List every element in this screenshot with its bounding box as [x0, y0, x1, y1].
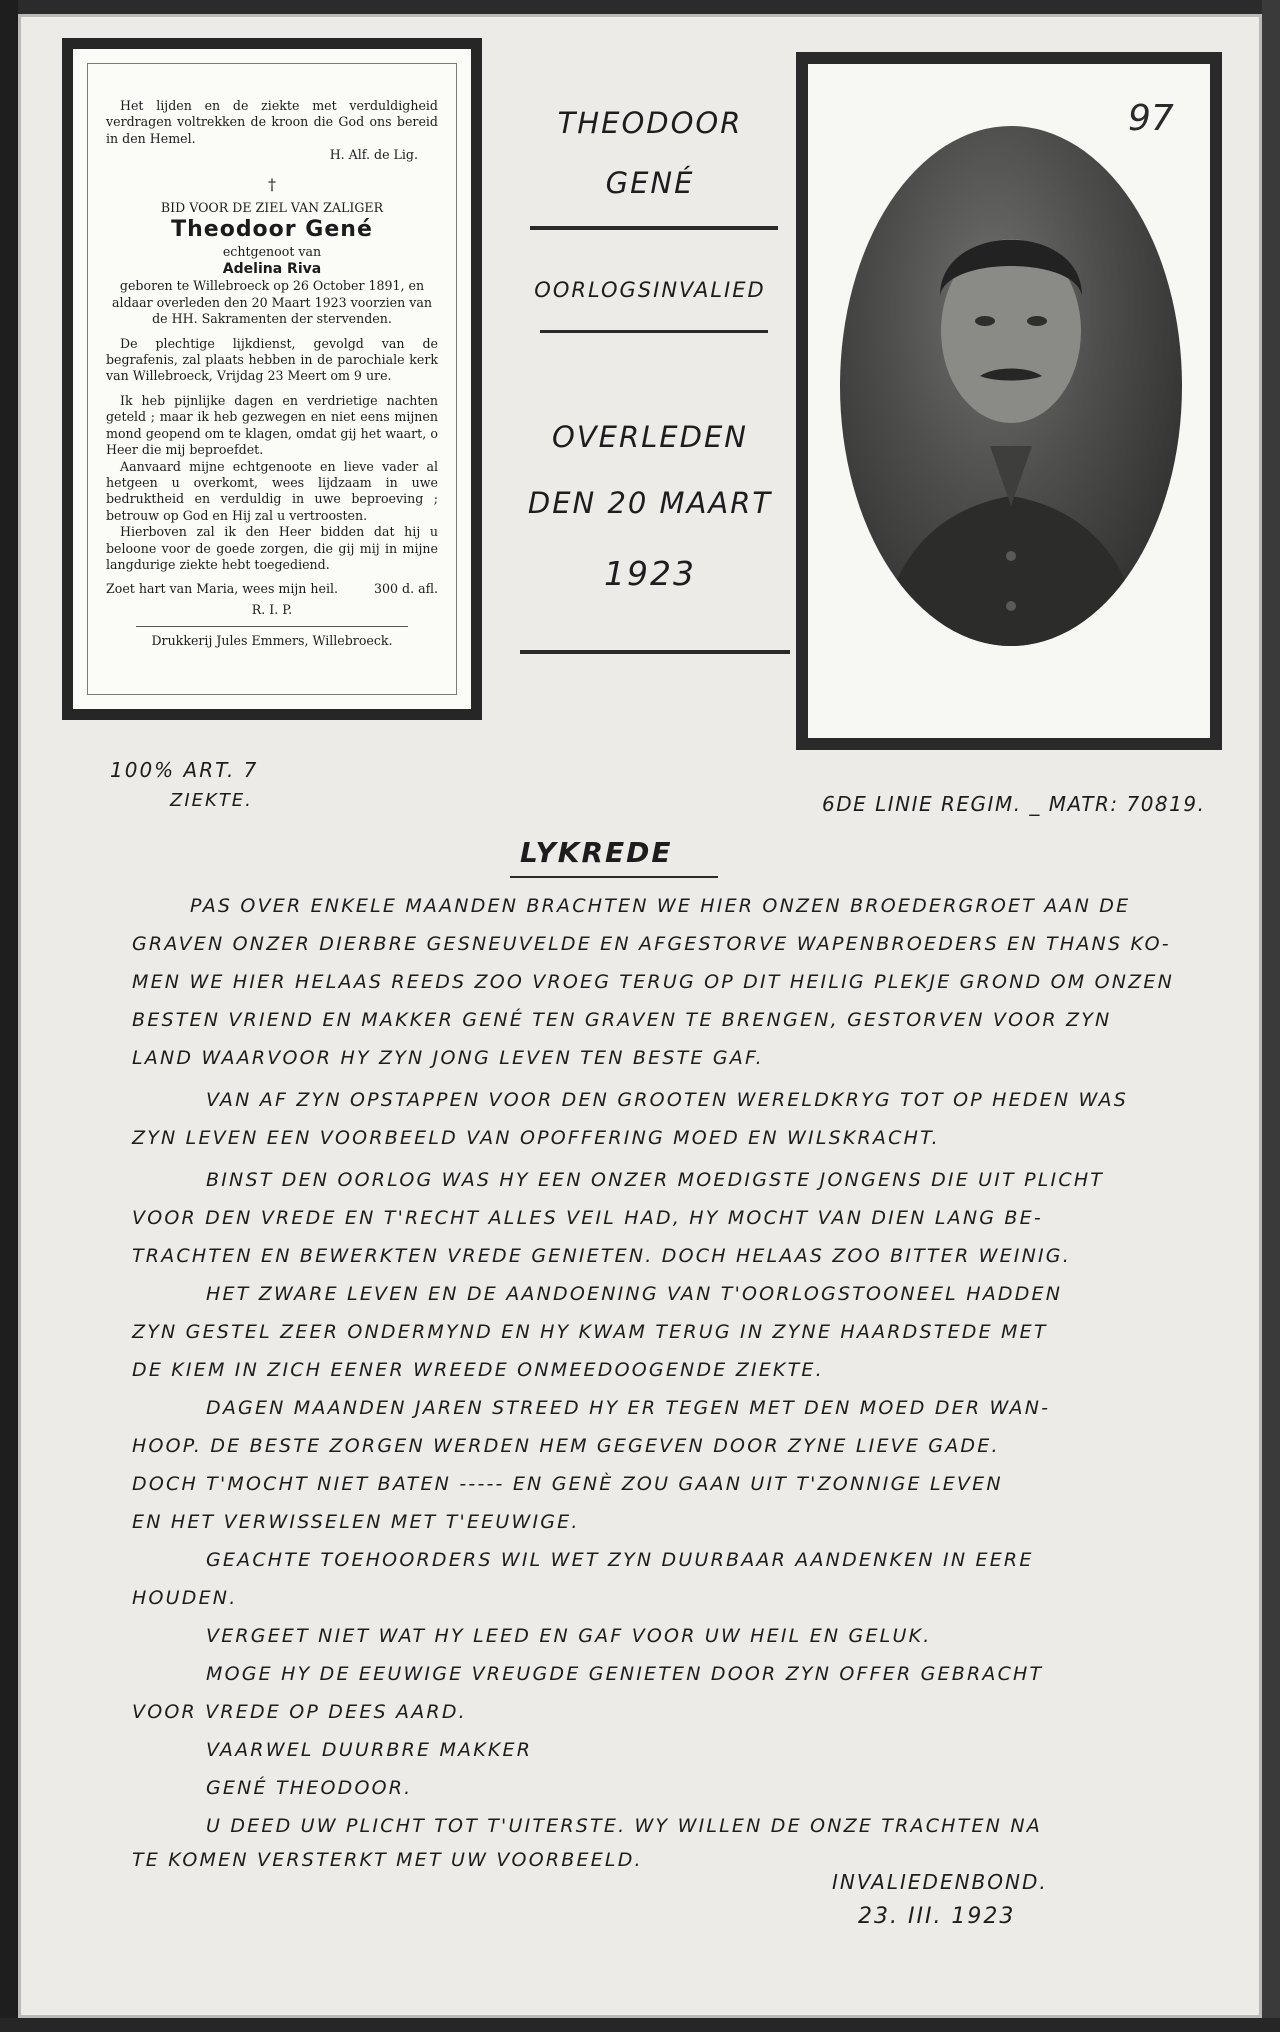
- signature-date: 23. III. 1923: [858, 1904, 1016, 1929]
- note-pension: 100% ART. 7: [110, 758, 259, 782]
- speech-line: HET ZWARE LEVEN EN DE AANDOENING VAN T'OORLOGSTOONEEL HADDEN: [206, 1283, 1063, 1305]
- header-year: 1923: [604, 554, 696, 593]
- speech-line: MEN WE HIER HELAAS REEDS ZOO VROEG TERUG OP DIT HEILIG PLEKJE GROND OM ONZEN: [132, 971, 1174, 993]
- speech-line: BESTEN VRIEND EN MAKKER GENÉ TEN GRAVEN TE BRENGEN, GESTORVEN VOOR ZYN: [132, 1009, 1112, 1031]
- note-regiment: 6DE LINIE REGIM. _ MATR: 70819.: [822, 792, 1206, 816]
- card-spouse-intro: echtgenoot van: [222, 244, 322, 260]
- portrait-frame: [796, 52, 1222, 750]
- photo-number: 97: [1128, 98, 1174, 139]
- scan-edge-left: [0, 0, 18, 2032]
- card-bid: BID VOOR DE ZIEL VAN ZALIGER: [160, 199, 384, 215]
- speech-line: HOOP. DE BESTE ZORGEN WERDEN HEM GEGEVEN DOOR ZYNE LIEVE GADE.: [132, 1435, 1000, 1457]
- speech-line: GEACHTE TOEHOORDERS WIL WET ZYN DUURBAAR AANDENKEN IN EERE: [206, 1549, 1034, 1571]
- speech-line: DOCH T'MOCHT NIET BATEN ----- EN GENÈ ZOU GAAN UIT T'ZONNIGE LEVEN: [132, 1473, 1003, 1495]
- cross-icon: †: [268, 174, 276, 194]
- card-paragraph-3: Hierboven zal ik den Heer bidden dat hij u beloone voor de goede zorgen, die gij mij in mijne langdurige ziekte hebt toegediend.: [106, 524, 438, 572]
- speech-line: LAND WAARVOOR HY ZYN JONG LEVEN TEN BESTE GAF.: [132, 1047, 764, 1069]
- card-indulgence-days: 300 d. afl.: [373, 581, 438, 597]
- card-paragraph-1: Ik heb pijnlijke dagen en verdrietige nachten geteld ; maar ik heb gezwegen en niet eens mijnen mond geopend om te klagen, omdat gij het waart, o Heer die mij beproefdet.: [106, 392, 438, 458]
- card-quote: Het lijden en de ziekte met verduldigheid verdragen voltrekken de kroon die God ons bereid in den Hemel.: [106, 98, 438, 146]
- speech-line: HOUDEN.: [132, 1587, 238, 1609]
- speech-line: TRACHTEN EN BEWERKTEN VREDE GENIETEN. DOCH HELAAS ZOO BITTER WEINIG.: [132, 1245, 1071, 1267]
- card-birth-death: geboren te Willebroeck op 26 October 1891, en aldaar overleden den 20 Maart 1923 voorzien van de HH. Sakramenten der stervenden.: [112, 278, 432, 327]
- header-name-line1: THEODOOR: [557, 106, 743, 140]
- header-overleden: OVERLEDEN: [552, 420, 748, 454]
- card-indulgence-row: [106, 581, 438, 597]
- speech-title: LYKREDE: [520, 836, 673, 869]
- speech-line: VOOR VREDE OP DEES AARD.: [132, 1701, 467, 1723]
- speech-line: VERGEET NIET WAT HY LEED EN GAF VOOR UW HEIL EN GELUK.: [206, 1625, 932, 1647]
- card-printer: Drukkerij Jules Emmers, Willebroeck.: [151, 633, 393, 649]
- header-name-line2: GENÉ: [605, 166, 695, 200]
- speech-line: ZYN GESTEL ZEER ONDERMYND EN HY KWAM TERUG IN ZYNE HAARDSTEDE MET: [132, 1321, 1048, 1343]
- scan-edge-right: [1262, 0, 1280, 2032]
- speech-line: VAARWEL DUURBRE MAKKER: [206, 1739, 533, 1761]
- speech-line: U DEED UW PLICHT TOT T'UITERSTE. WY WILLEN DE ONZE TRACHTEN NA: [206, 1815, 1042, 1837]
- header-divider-3: [520, 650, 790, 654]
- speech-line: ZYN LEVEN EEN VOORBEELD VAN OPOFFERING MOED EN WILSKRACHT.: [132, 1127, 940, 1149]
- card-quote-author: H. Alf. de Lig.: [329, 147, 418, 163]
- card-rip: R. I. P.: [251, 601, 293, 617]
- card-funeral: De plechtige lijkdienst, gevolgd van de begrafenis, zal plaats hebben in de parochiale kerk van Willebroeck, Vrijdag 23 Meert om 9 ure.: [106, 335, 438, 384]
- signature-organization: INVALIEDENBOND.: [832, 1870, 1048, 1894]
- portrait-figure: [840, 126, 1182, 646]
- header-divider-2: [540, 330, 768, 333]
- card-divider: [136, 626, 408, 627]
- prayer-card-text: [87, 63, 457, 695]
- speech-line: VAN AF ZYN OPSTAPPEN VOOR DEN GROOTEN WERELDKRYG TOT OP HEDEN WAS: [206, 1089, 1129, 1111]
- speech-line: PAS OVER ENKELE MAANDEN BRACHTEN WE HIER ONZEN BROEDERGROET AAN DE: [190, 895, 1131, 917]
- scan-edge-bottom: [0, 2018, 1280, 2032]
- speech-line: GRAVEN ONZER DIERBRE GESNEUVELDE EN AFGESTORVE WAPENBROEDERS EN THANS KO-: [132, 933, 1171, 955]
- header-date: DEN 20 MAART: [527, 486, 773, 520]
- speech-line: TE KOMEN VERSTERKT MET UW VOORBEELD.: [132, 1849, 643, 1871]
- card-spouse-name: Adelina Riva: [222, 261, 322, 278]
- prayer-card: [62, 38, 482, 720]
- header-subtitle: OORLOGSINVALIED: [534, 278, 766, 302]
- speech-line: BINST DEN OORLOG WAS HY EEN ONZER MOEDIGSTE JONGENS DIE UIT PLICHT: [206, 1169, 1105, 1191]
- speech-line: MOGE HY DE EEUWIGE VREUGDE GENIETEN DOOR ZYN OFFER GEBRACHT: [206, 1663, 1044, 1685]
- header-divider-1: [530, 226, 778, 230]
- card-indulgence: Zoet hart van Maria, wees mijn heil.: [106, 581, 339, 597]
- speech-line: EN HET VERWISSELEN MET T'EEUWIGE.: [132, 1511, 580, 1533]
- speech-line: DE KIEM IN ZICH EENER WREEDE ONMEEDOOGENDE ZIEKTE.: [132, 1359, 824, 1381]
- speech-line: VOOR DEN VREDE EN T'RECHT ALLES VEIL HAD, HY MOCHT VAN DIEN LANG BE-: [132, 1207, 1043, 1229]
- speech-line: GENÉ THEODOOR.: [206, 1777, 413, 1799]
- speech-title-underline: [510, 876, 718, 878]
- speech-line: DAGEN MAANDEN JAREN STREED HY ER TEGEN MET DEN MOED DER WAN-: [206, 1397, 1051, 1419]
- note-illness: ZIEKTE.: [170, 790, 253, 811]
- card-deceased-name: Theodoor Gené: [171, 217, 373, 243]
- portrait-photo: [840, 126, 1182, 646]
- card-paragraph-2: Aanvaard mijne echtgenoote en lieve vader al hetgeen u overkomt, wees lijdzaam in uwe bedruktheid en verduldig in uwe beproeving ; betrouw op God en Hij zal u vertroosten.: [106, 458, 438, 523]
